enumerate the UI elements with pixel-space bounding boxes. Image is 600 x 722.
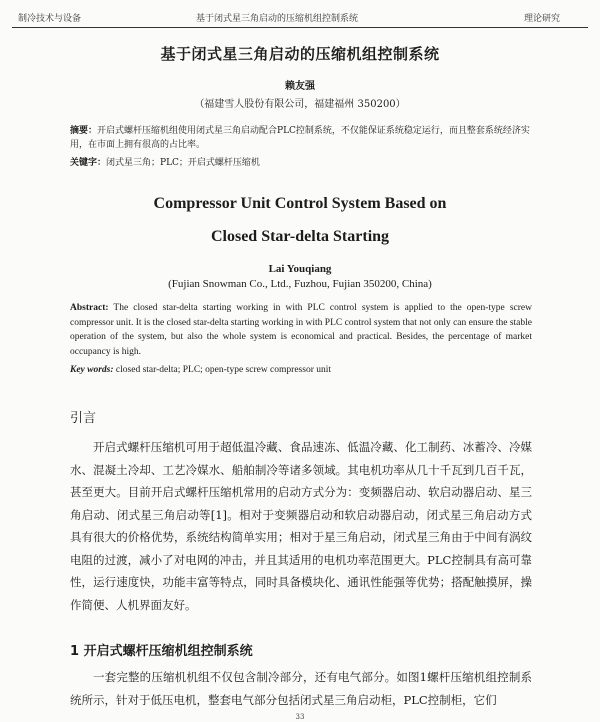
affiliation-english: (Fujian Snowman Co., Ltd., Fuzhou, Fujian 350200, China) <box>168 278 432 290</box>
keywords-text-en: closed star-delta; PLC; open-type screw compressor unit <box>115 365 332 375</box>
title-english-line2: Closed Star-delta Starting <box>210 228 390 245</box>
affiliation-chinese: （福建雪人股份有限公司，福建福州 350200） <box>194 99 406 110</box>
header-article-title: 基于闭式星三角启动的压缩机组控制系统 <box>196 14 359 24</box>
section-heading-1: 1 开启式螺杆压缩机组控制系统 <box>70 644 253 659</box>
keywords-label-cn: 关键字： <box>70 158 107 168</box>
abstract-label-en: Abstract: <box>70 303 109 313</box>
title-chinese: 基于闭式星三角启动的压缩机组控制系统 <box>160 45 440 63</box>
abstract-text-en: The closed star-delta starting working in with PLC control system is applied to the open-type screw compressor unit. It is the closed star-delta starting working in with PLC control system that not only can ensure the stable operation of the system, but also the whole system is economical and practical. Besides, the percentage of market occupancy is high. <box>70 303 532 357</box>
running-header <box>0 0 600 32</box>
section-heading-intro: 引言 <box>70 411 97 426</box>
page-number: 33 <box>295 713 305 721</box>
author-chinese: 赖友强 <box>285 81 315 92</box>
abstract-english <box>70 301 532 359</box>
title-english-line1: Compressor Unit Control System Based on <box>153 195 447 212</box>
header-section: 理论研究 <box>523 14 560 24</box>
abstract-label-cn: 摘要： <box>70 126 98 136</box>
abstract-chinese <box>70 124 532 152</box>
section1-paragraph: 一套完整的压缩机机组不仅包含制冷部分，还有电气部分。如图1螺杆压缩机组控制系统所示，针对于低压电机，整套电气部分包括闭式星三角启动柜，PLC控制柜，它们 <box>70 670 532 707</box>
abstract-text-cn: 开启式螺杆压缩机组使用闭式星三角启动配合PLC控制系统，不仅能保证系统稳定运行，而且整套系统经济实用，在市面上拥有很高的占比率。 <box>70 126 530 150</box>
keywords-label-en: Key words: <box>70 365 114 375</box>
keywords-text-cn: 闭式星三角；PLC；开启式螺杆压缩机 <box>106 158 260 168</box>
keywords-chinese <box>70 156 532 170</box>
header-rule <box>12 27 588 28</box>
author-english: Lai Youqiang <box>268 263 332 275</box>
header-journal: 制冷技术与设备 <box>18 14 82 24</box>
intro-paragraph: 开启式螺杆压缩机可用于超低温冷藏、食品速冻、低温冷藏、化工制药、冰蓄冷、冷媒水、混凝土冷却、工艺冷媒水、船舶制冷等诸多领域。其电机功率从几十千瓦到几百千瓦，甚至更大。目前开启式螺杆压缩机常用的启动方式分为：变频器启动、软启动器启动、星三角启动、闭式星三角启动等[1]。相对于变频器启动和软启动器启动，闭式星三角启动方式具有很大的价格优势，系统结构简单实用；相对于星三角启动，闭式星三角由于中间有涡纹电阻的过渡，减小了对电网的冲击，并且其适用的电机功率范围更大。PLC控制具有高可靠性，运行速度快，功能丰富等特点，同时具备模块化、通讯性能强等优势；搭配触摸屏，操作简便、人机界面友好。 <box>70 440 532 612</box>
keywords-english <box>70 363 532 377</box>
